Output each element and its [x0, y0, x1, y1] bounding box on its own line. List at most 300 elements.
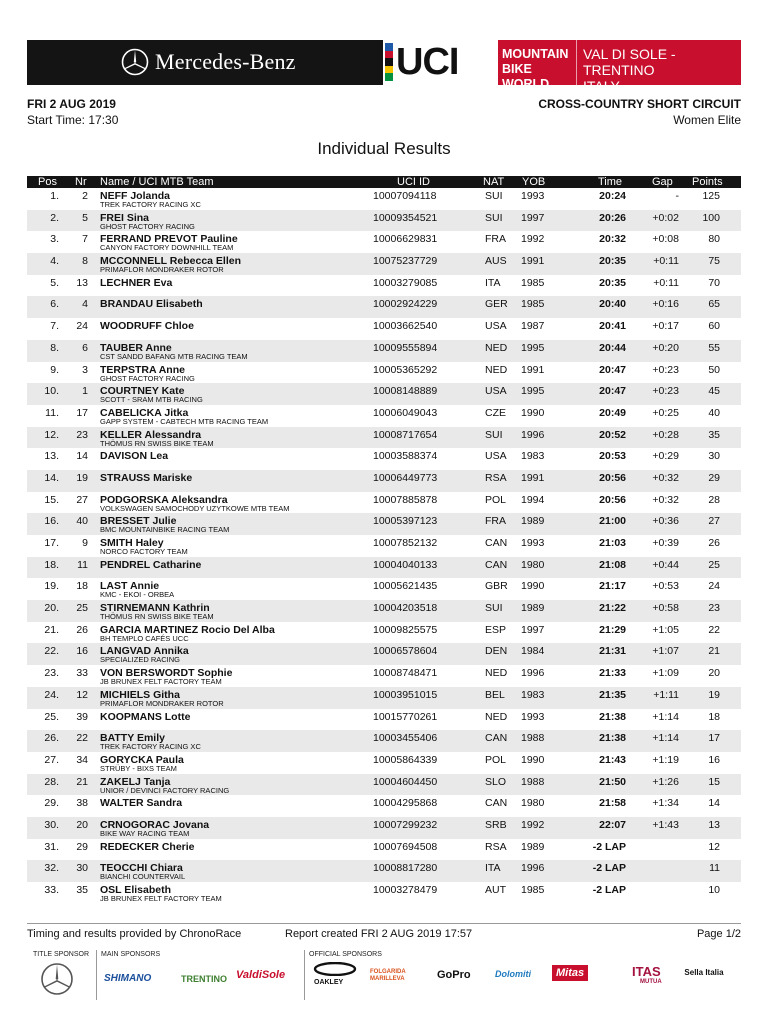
rider-name: TEOCCHI Chiara — [100, 862, 183, 875]
table-row — [27, 839, 741, 861]
uci-id: 10005397123 — [373, 515, 438, 528]
team-name: JB BRUNEX FELT FACTORY TEAM — [100, 894, 222, 903]
time-gap: +1:19 — [652, 753, 679, 766]
points: 100 — [702, 211, 720, 224]
oakley-logo: OAKLEY — [314, 979, 344, 986]
nationality: DEN — [485, 645, 508, 658]
rider-name: TERPSTRA Anne — [100, 363, 185, 376]
uci-id: 10006049043 — [373, 406, 438, 419]
race-time: 20:52 — [599, 428, 626, 441]
uci-logo — [383, 40, 498, 85]
table-row — [27, 774, 741, 796]
race-time: 22:07 — [599, 818, 626, 831]
rider-name: BRESSET Julie — [100, 515, 177, 528]
table-row — [27, 752, 741, 774]
table-row — [27, 188, 741, 210]
points: 23 — [708, 602, 720, 615]
race-time: 20:26 — [599, 211, 626, 224]
pos-cell: 33. — [44, 884, 59, 896]
dolomiti-logo: Dolomiti — [495, 969, 531, 979]
time-gap: +0:36 — [652, 515, 679, 528]
nationality: NED — [485, 667, 508, 680]
bib-number: 11 — [77, 558, 88, 571]
nationality: SUI — [485, 428, 503, 441]
pos-cell: 8. — [50, 341, 59, 354]
rider-name: BRANDAU Elisabeth — [100, 298, 203, 311]
pos-cell: 11. — [45, 406, 59, 419]
time-gap: +0:32 — [652, 471, 679, 484]
uci-id: 10007885878 — [373, 493, 438, 506]
points: 50 — [708, 363, 720, 376]
table-row — [27, 578, 741, 600]
table-row — [27, 405, 741, 427]
nationality: FRA — [485, 233, 506, 246]
nationality: SUI — [485, 211, 503, 224]
uci-id: 10007094118 — [373, 190, 437, 202]
uci-id: 10008748471 — [373, 667, 438, 680]
year-of-birth: 1993 — [521, 537, 545, 549]
bib-number: 23 — [76, 428, 88, 441]
points: 24 — [708, 580, 720, 593]
race-time: -2 LAP — [592, 862, 626, 875]
year-of-birth: 1989 — [521, 840, 545, 853]
bib-number: 1 — [82, 385, 88, 398]
time-gap: +0:39 — [652, 537, 679, 549]
year-of-birth: 1983 — [521, 450, 545, 463]
uci-id: 10009354521 — [373, 211, 438, 224]
team-name: THÖMUS RN SWISS BIKE TEAM — [100, 612, 214, 622]
race-time: 21:17 — [599, 580, 626, 593]
pos-cell: 28. — [44, 775, 59, 788]
race-time: 21:35 — [599, 688, 626, 701]
year-of-birth: 1991 — [521, 255, 545, 268]
time-gap: +0:58 — [652, 602, 679, 615]
points: 21 — [708, 645, 720, 658]
points: 25 — [708, 558, 720, 571]
race-time: 21:00 — [599, 515, 626, 528]
uci-id: 10002924229 — [373, 298, 438, 311]
race-time: 20:24 — [599, 190, 626, 202]
series-name — [498, 40, 576, 106]
valdisole-logo: ValdiSole — [236, 969, 286, 981]
bib-number: 24 — [76, 320, 88, 333]
race-time: -2 LAP — [592, 840, 626, 853]
table-row — [27, 492, 741, 514]
folgarida-logo: FOLGARIDA MARILLEVA — [370, 969, 406, 982]
rider-name: LAST Annie — [100, 580, 160, 593]
year-of-birth: 1991 — [521, 363, 545, 376]
rider-name: KOOPMANS Lotte — [100, 710, 191, 723]
race-time: 20:53 — [599, 450, 626, 463]
points: 12 — [708, 840, 720, 853]
bib-number: 7 — [82, 233, 88, 246]
race-time: 20:41 — [599, 320, 626, 333]
pos-cell: 10. — [44, 385, 59, 398]
table-row — [27, 253, 741, 275]
team-name: PRIMAFLOR MONDRAKER ROTOR — [100, 265, 224, 275]
bib-number: 38 — [76, 797, 88, 810]
points: 55 — [708, 341, 720, 354]
year-of-birth: 1996 — [521, 862, 545, 875]
table-row — [27, 817, 741, 839]
rider-name: STRAUSS Mariske — [100, 471, 193, 484]
rider-name: MCCONNELL Rebecca Ellen — [100, 255, 242, 268]
race-time: 21:43 — [599, 753, 626, 766]
nationality: AUS — [485, 255, 507, 268]
time-gap: +0:25 — [652, 406, 679, 419]
points: 125 — [702, 190, 720, 202]
uci-id: 10008148889 — [373, 385, 438, 398]
points: 13 — [708, 818, 720, 831]
time-gap: +1:11 — [653, 688, 679, 701]
year-of-birth: 1995 — [521, 385, 545, 398]
year-of-birth: 1985 — [521, 298, 545, 311]
uci-id: 10006629831 — [373, 233, 438, 246]
nationality: GER — [485, 298, 508, 311]
col-nr: Nr — [75, 176, 87, 188]
uci-id: 10075237729 — [373, 255, 438, 268]
bib-number: 12 — [76, 688, 88, 701]
bib-number: 3 — [82, 363, 88, 376]
nationality: NED — [485, 341, 508, 354]
year-of-birth: 1997 — [521, 623, 545, 636]
points: 35 — [708, 428, 720, 441]
bib-number: 27 — [76, 493, 88, 506]
bib-number: 9 — [82, 537, 88, 549]
uci-id: 10005621435 — [373, 580, 438, 593]
nationality: SUI — [485, 190, 503, 202]
rider-name: COURTNEY Kate — [100, 385, 185, 398]
pos-cell: 2. — [50, 211, 59, 224]
table-row — [27, 622, 741, 644]
uci-id: 10015770261 — [373, 710, 438, 723]
pos-cell: 20. — [44, 602, 59, 615]
uci-id: 10009555894 — [373, 341, 438, 354]
year-of-birth: 1990 — [521, 580, 545, 593]
nationality: CZE — [485, 406, 506, 419]
bib-number: 4 — [82, 298, 88, 311]
pos-cell: 27. — [44, 753, 59, 766]
race-time: 20:47 — [599, 385, 626, 398]
page-number: Page 1/2 — [696, 928, 741, 940]
nationality: NED — [485, 363, 508, 376]
pos-cell: 25. — [44, 710, 59, 723]
race-time: 20:32 — [599, 233, 626, 246]
bib-number: 33 — [76, 667, 88, 680]
race-time: 21:33 — [599, 667, 626, 680]
table-row — [27, 709, 741, 731]
year-of-birth: 1995 — [521, 341, 545, 354]
points: 60 — [708, 320, 720, 333]
itas-logo: ITAS — [632, 964, 661, 979]
bib-number: 26 — [76, 623, 88, 636]
table-row — [27, 600, 741, 622]
pos-cell: 26. — [44, 732, 59, 745]
official-sponsors-label: OFFICIAL SPONSORS — [309, 951, 382, 958]
table-row — [27, 340, 741, 362]
pos-cell: 30. — [44, 818, 59, 831]
bib-number: 34 — [76, 753, 88, 766]
uci-id: 10003455406 — [373, 732, 438, 745]
pos-cell: 3. — [50, 233, 59, 246]
race-time: 21:08 — [599, 558, 626, 571]
uci-wordmark: UCI — [396, 41, 459, 83]
time-gap: +0:23 — [652, 385, 679, 398]
bib-number: 22 — [76, 732, 88, 745]
table-row — [27, 448, 741, 470]
pos-cell: 5. — [50, 276, 59, 289]
uci-id: 10003279085 — [373, 276, 438, 289]
race-time: 20:49 — [599, 406, 626, 419]
col-gap: Gap — [652, 176, 673, 188]
table-row — [27, 362, 741, 384]
table-row — [27, 882, 741, 904]
table-row — [27, 860, 741, 882]
col-nat: NAT — [483, 176, 505, 188]
stripe-black — [385, 58, 393, 66]
race-time: 21:03 — [599, 537, 626, 549]
bib-number: 16 — [76, 645, 88, 658]
nationality: CAN — [485, 797, 508, 810]
team-name: TREK FACTORY RACING XC — [100, 742, 201, 752]
bib-number: 13 — [76, 276, 88, 289]
col-yob: YOB — [522, 176, 546, 188]
rider-name: WOODRUFF Chloe — [100, 320, 194, 333]
nationality: RSA — [485, 471, 507, 484]
uci-id: 10004203518 — [373, 602, 438, 615]
table-row — [27, 643, 741, 665]
results-table — [27, 188, 741, 904]
team-name: GAPP SYSTEM - CABTECH MTB RACING TEAM — [100, 416, 269, 426]
venue-line-2: ITALY — [583, 78, 620, 94]
time-gap: +0:11 — [653, 276, 679, 289]
table-row — [27, 470, 741, 492]
pos-cell: 23. — [44, 667, 59, 680]
bib-number: 20 — [76, 818, 88, 831]
team-name: SCOTT - SRAM MTB RACING — [100, 395, 203, 405]
shimano-logo: SHIMANO — [104, 973, 152, 984]
uci-id: 10004604450 — [373, 775, 438, 788]
nationality: USA — [485, 450, 507, 463]
itas-subtitle: MUTUA — [640, 979, 662, 985]
year-of-birth: 1997 — [521, 211, 545, 224]
footer-divider — [27, 923, 741, 924]
bib-number: 40 — [76, 515, 88, 528]
pos-cell: 7. — [50, 320, 59, 333]
time-gap: +0:44 — [652, 558, 679, 571]
pos-cell: 24. — [44, 688, 59, 701]
race-time: 21:58 — [599, 797, 626, 810]
race-time: 20:40 — [599, 298, 626, 311]
table-row — [27, 296, 741, 318]
time-gap: +0:23 — [652, 363, 679, 376]
pos-cell: 21. — [44, 623, 59, 636]
sponsor-divider — [96, 950, 97, 1000]
rider-name: PENDREL Catharine — [100, 558, 202, 571]
table-row — [27, 687, 741, 709]
rider-name: FREI Sina — [100, 211, 150, 224]
rider-name: WALTER Sandra — [100, 797, 183, 810]
team-name: CANYON FACTORY DOWNHILL TEAM — [100, 243, 234, 253]
points: 75 — [708, 255, 720, 268]
nationality: CAN — [485, 558, 508, 571]
trentino-logo: TRENTINO — [181, 974, 227, 984]
rider-name: LANGVAD Annika — [100, 645, 189, 658]
year-of-birth: 1988 — [521, 732, 545, 745]
race-time: 20:56 — [599, 471, 626, 484]
year-of-birth: 1992 — [521, 233, 545, 246]
year-of-birth: 1988 — [521, 775, 545, 788]
uci-id: 10005365292 — [373, 363, 438, 376]
nationality: SLO — [485, 775, 507, 788]
race-time: 20:47 — [599, 363, 626, 376]
race-time: 21:38 — [599, 710, 626, 723]
team-name: PRIMAFLOR MONDRAKER ROTOR — [100, 698, 224, 708]
nationality: CAN — [485, 732, 508, 745]
year-of-birth: 1991 — [521, 471, 545, 484]
nationality: SUI — [485, 602, 503, 615]
pos-cell: 4. — [50, 255, 59, 268]
year-of-birth: 1985 — [521, 276, 545, 289]
uci-rainbow-stripes — [385, 43, 393, 81]
year-of-birth: 1980 — [521, 797, 545, 810]
start-time: Start Time: 17:30 — [27, 113, 119, 127]
nationality: FRA — [485, 515, 506, 528]
table-row — [27, 275, 741, 297]
team-name: JB BRUNEX FELT FACTORY TEAM — [100, 677, 222, 687]
bib-number: 18 — [76, 580, 88, 593]
race-category: Women Elite — [673, 113, 741, 127]
nationality: BEL — [485, 688, 505, 701]
mercedes-star-icon — [40, 962, 74, 996]
pos-cell: 16. — [44, 515, 59, 528]
time-gap: +0:29 — [652, 450, 679, 463]
event-name: CROSS-COUNTRY SHORT CIRCUIT — [538, 97, 741, 111]
rider-name: FERRAND PREVOT Pauline — [100, 233, 238, 246]
bib-number: 2 — [82, 190, 88, 202]
points: 18 — [708, 710, 720, 723]
stripe-green — [385, 73, 393, 81]
oakley-ellipse-icon — [312, 962, 358, 976]
venue-name — [576, 40, 741, 94]
points: 29 — [708, 471, 720, 484]
time-gap: +0:16 — [652, 298, 679, 311]
team-name: CST SANDD BAFANG MTB RACING TEAM — [100, 351, 248, 361]
year-of-birth: 1990 — [521, 753, 545, 766]
rider-name: PODGORSKA Aleksandra — [100, 493, 228, 506]
rider-name: LECHNER Eva — [100, 276, 173, 289]
nationality: AUT — [485, 884, 506, 896]
rider-name: NEFF Jolanda — [100, 190, 171, 202]
team-name: BMC MOUNTAINBIKE RACING TEAM — [100, 525, 230, 535]
points: 65 — [708, 298, 720, 311]
bib-number: 8 — [82, 255, 88, 268]
rider-name: GORYCKA Paula — [100, 753, 184, 766]
stripe-blue — [385, 43, 393, 51]
points: 30 — [708, 450, 720, 463]
year-of-birth: 1983 — [521, 688, 545, 701]
col-pos: Pos — [38, 176, 57, 188]
team-name: BH TEMPLO CAFÉS UCC — [100, 633, 189, 643]
points: 22 — [708, 623, 720, 636]
bib-number: 14 — [76, 450, 88, 463]
uci-id: 10007852132 — [373, 537, 438, 549]
table-row — [27, 231, 741, 253]
uci-id: 10003588374 — [373, 450, 438, 463]
team-name: TREK FACTORY RACING XC — [100, 200, 201, 209]
rider-name: CABELICKA Jitka — [100, 406, 189, 419]
nationality: ITA — [485, 862, 501, 875]
nationality: CAN — [485, 537, 508, 549]
year-of-birth: 1996 — [521, 667, 545, 680]
team-name: BIKE WAY RACING TEAM — [100, 828, 190, 838]
bib-number: 25 — [76, 602, 88, 615]
points: 45 — [708, 385, 720, 398]
points: 70 — [708, 276, 720, 289]
mitas-logo: Mitas — [552, 965, 588, 981]
sella-italia-logo: Sella Italia — [684, 968, 724, 977]
points: 15 — [708, 775, 720, 788]
points: 19 — [708, 688, 720, 701]
nationality: POL — [485, 753, 507, 766]
col-time: Time — [598, 176, 623, 188]
year-of-birth: 1980 — [521, 558, 545, 571]
nationality: USA — [485, 320, 507, 333]
uci-id: 10003662540 — [373, 320, 438, 333]
rider-name: SMITH Haley — [100, 537, 164, 549]
time-gap: +1:14 — [652, 710, 679, 723]
col-points: Points — [692, 176, 723, 188]
col-uci-id: UCI ID — [397, 176, 430, 188]
time-gap: +0:20 — [652, 341, 679, 354]
table-row — [27, 795, 741, 817]
year-of-birth: 1993 — [521, 190, 545, 202]
year-of-birth: 1993 — [521, 710, 545, 723]
bib-number: 39 — [76, 710, 88, 723]
rider-name: CRNOGORAC Jovana — [100, 818, 210, 831]
points: 26 — [708, 537, 720, 549]
bib-number: 30 — [76, 862, 88, 875]
team-name: KMC - EKOI - ORBEA — [100, 590, 175, 600]
uci-id: 10004040133 — [373, 558, 438, 571]
time-gap: +1:34 — [652, 797, 679, 810]
time-gap: +1:09 — [652, 667, 679, 680]
points: 28 — [708, 493, 720, 506]
points: 40 — [708, 406, 720, 419]
time-gap: +0:28 — [652, 428, 679, 441]
race-time: 20:35 — [599, 255, 626, 268]
nationality: USA — [485, 385, 507, 398]
team-name: STRÜBY - BIXS TEAM — [100, 763, 177, 773]
nationality: RSA — [485, 840, 507, 853]
time-gap: +1:05 — [652, 623, 679, 636]
uci-id: 10006449773 — [373, 471, 438, 484]
time-gap: +0:53 — [652, 580, 679, 593]
race-time: 21:31 — [599, 645, 626, 658]
nationality: NED — [485, 710, 508, 723]
points: 17 — [708, 732, 720, 745]
uci-id: 10006578604 — [373, 645, 438, 658]
rider-name: DAVISON Lea — [100, 450, 169, 463]
time-gap: +0:08 — [652, 233, 679, 246]
stripe-red — [385, 51, 393, 59]
pos-cell: 19. — [44, 580, 59, 593]
rider-name: BATTY Emily — [100, 732, 165, 745]
rider-name: VON BERSWORDT Sophie — [100, 667, 233, 680]
title-sponsor-label: TITLE SPONSOR — [33, 951, 90, 958]
year-of-birth: 1985 — [521, 884, 545, 896]
race-time: 21:22 — [599, 602, 626, 615]
